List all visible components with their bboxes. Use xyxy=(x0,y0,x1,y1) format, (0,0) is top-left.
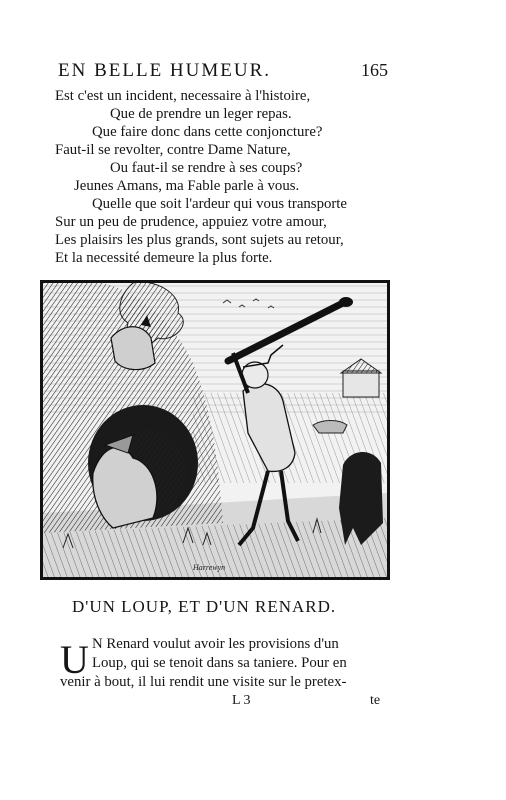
verse-line: Ou faut-il se rendre à ses coups? xyxy=(110,160,303,176)
verse-line: Et la necessité demeure la plus forte. xyxy=(55,250,273,266)
verse-line: Que faire donc dans cette conjoncture? xyxy=(92,124,323,140)
engraver-signature: Harrewyn xyxy=(193,563,226,572)
fable-line: venir à bout, il lui rendit une visite sur le pretex- xyxy=(60,674,347,690)
fable-line: N Renard voulut avoir les provisions d'un xyxy=(92,636,339,652)
engraving-plate xyxy=(40,280,390,580)
verse-line: Jeunes Amans, ma Fable parle à vous. xyxy=(74,178,300,194)
verse-line: Est c'est un incident, necessaire à l'histoire, xyxy=(55,88,311,104)
verse-line: Faut-il se revolter, contre Dame Nature, xyxy=(55,142,291,158)
catchword: te xyxy=(370,693,381,708)
verse-line: Que de prendre un leger repas. xyxy=(110,106,292,122)
running-header xyxy=(58,60,388,82)
running-title: EN BELLE HUMEUR. xyxy=(58,60,272,81)
distant-dog xyxy=(313,421,347,434)
page-number: 165 xyxy=(361,60,388,80)
verse-line: Les plaisirs les plus grands, sont sujets au retour, xyxy=(55,232,344,248)
drop-cap: U xyxy=(60,637,89,682)
verse-line: Sur un peu de prudence, appuiez votre amour, xyxy=(55,214,327,230)
farm-house xyxy=(343,371,379,397)
fable-title: D'UN LOUP, ET D'UN RENARD. xyxy=(72,597,337,616)
engraving-illustration xyxy=(43,283,387,577)
club-head xyxy=(339,297,353,307)
verse-line: Quelle que soit l'ardeur qui vous transporte xyxy=(92,196,347,212)
signature-mark: L 3 xyxy=(232,693,251,708)
fable-line: Loup, qui se tenoit dans sa taniere. Pour en xyxy=(92,655,347,671)
fox-on-rock xyxy=(111,327,155,370)
